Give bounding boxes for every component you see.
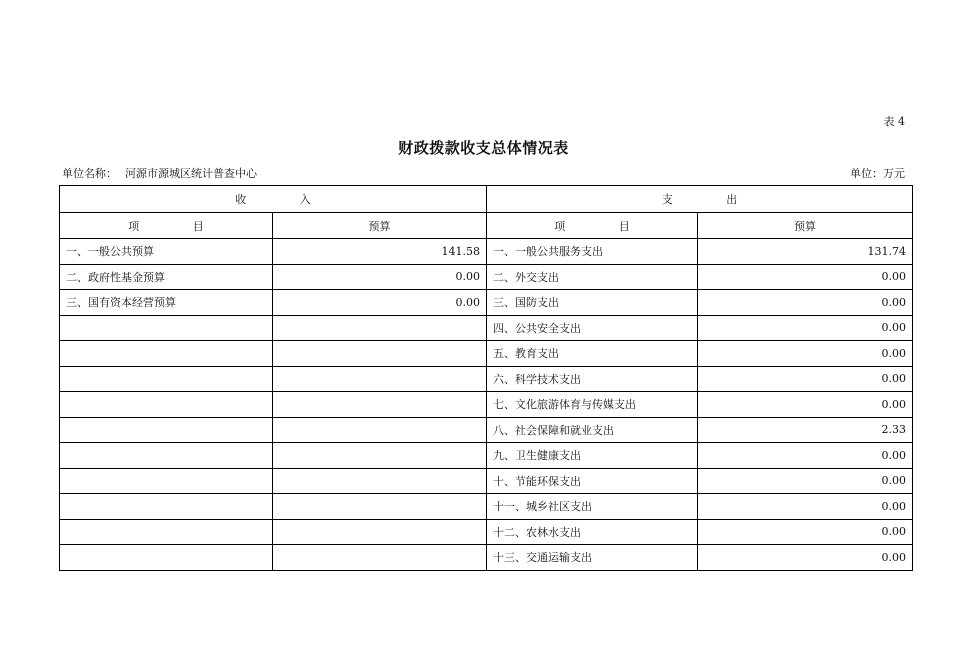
table-row (60, 366, 913, 392)
table-row (60, 239, 913, 265)
income-budget (273, 417, 487, 443)
income-header: 收 入 (60, 186, 487, 213)
expense-item: 九、卫生健康支出 (487, 443, 698, 469)
expense-header: 支 出 (487, 186, 913, 213)
expense-budget: 0.00 (698, 315, 913, 341)
expense-item: 六、科学技术支出 (487, 366, 698, 392)
income-item (60, 366, 273, 392)
table-row (60, 443, 913, 469)
income-budget (273, 315, 487, 341)
expense-budget: 0.00 (698, 443, 913, 469)
table-row (60, 315, 913, 341)
expense-budget: 2.33 (698, 417, 913, 443)
table-row (60, 341, 913, 367)
income-budget (273, 468, 487, 494)
expense-item: 十二、农林水支出 (487, 519, 698, 545)
income-budget (273, 545, 487, 571)
expense-budget: 0.00 (698, 392, 913, 418)
header-row-columns (60, 213, 913, 239)
expense-budget: 0.00 (698, 341, 913, 367)
table-row (60, 392, 913, 418)
table-row (60, 519, 913, 545)
table-row (60, 468, 913, 494)
income-budget (273, 494, 487, 520)
income-item: 三、国有资本经营预算 (60, 290, 273, 316)
income-item: 二、政府性基金预算 (60, 264, 273, 290)
income-item (60, 519, 273, 545)
table-row (60, 494, 913, 520)
income-budget: 141.58 (273, 239, 487, 265)
expense-item: 七、文化旅游体育与传媒支出 (487, 392, 698, 418)
table-row (60, 264, 913, 290)
unit-name-label: 单位名称： (62, 167, 117, 180)
expense-col-budget: 预算 (698, 213, 913, 239)
income-budget (273, 392, 487, 418)
income-budget (273, 366, 487, 392)
income-budget: 0.00 (273, 290, 487, 316)
expense-item: 三、国防支出 (487, 290, 698, 316)
income-budget (273, 443, 487, 469)
income-col-item: 项 目 (60, 213, 273, 239)
expense-item: 五、教育支出 (487, 341, 698, 367)
expense-budget: 0.00 (698, 519, 913, 545)
table-row (60, 417, 913, 443)
budget-table (59, 185, 913, 571)
expense-item: 四、公共安全支出 (487, 315, 698, 341)
expense-item: 十一、城乡社区支出 (487, 494, 698, 520)
expense-budget: 0.00 (698, 366, 913, 392)
expense-item: 一、一般公共服务支出 (487, 239, 698, 265)
expense-budget: 0.00 (698, 290, 913, 316)
income-item (60, 315, 273, 341)
header-row-sections (60, 186, 913, 213)
expense-budget: 131.74 (698, 239, 913, 265)
income-budget: 0.00 (273, 264, 487, 290)
income-budget (273, 341, 487, 367)
table-row (60, 545, 913, 571)
income-item (60, 417, 273, 443)
unit-name-value: 河源市源城区统计普查中心 (125, 167, 257, 180)
expense-item: 十、节能环保支出 (487, 468, 698, 494)
unit-name (62, 165, 257, 181)
expense-budget: 0.00 (698, 468, 913, 494)
expense-item: 八、社会保障和就业支出 (487, 417, 698, 443)
income-item (60, 341, 273, 367)
expense-budget: 0.00 (698, 494, 913, 520)
expense-budget: 0.00 (698, 545, 913, 571)
table-row (60, 290, 913, 316)
income-item (60, 468, 273, 494)
expense-item: 十三、交通运输支出 (487, 545, 698, 571)
table-number: 表 4 (883, 115, 905, 128)
income-col-budget: 预算 (273, 213, 487, 239)
income-budget (273, 519, 487, 545)
income-item: 一、一般公共预算 (60, 239, 273, 265)
currency-unit: 单位：万元 (850, 167, 905, 180)
income-item (60, 443, 273, 469)
income-item (60, 392, 273, 418)
expense-item: 二、外交支出 (487, 264, 698, 290)
income-item (60, 545, 273, 571)
page-title: 财政拨款收支总体情况表 (398, 139, 569, 157)
expense-col-item: 项 目 (487, 213, 698, 239)
income-item (60, 494, 273, 520)
expense-budget: 0.00 (698, 264, 913, 290)
